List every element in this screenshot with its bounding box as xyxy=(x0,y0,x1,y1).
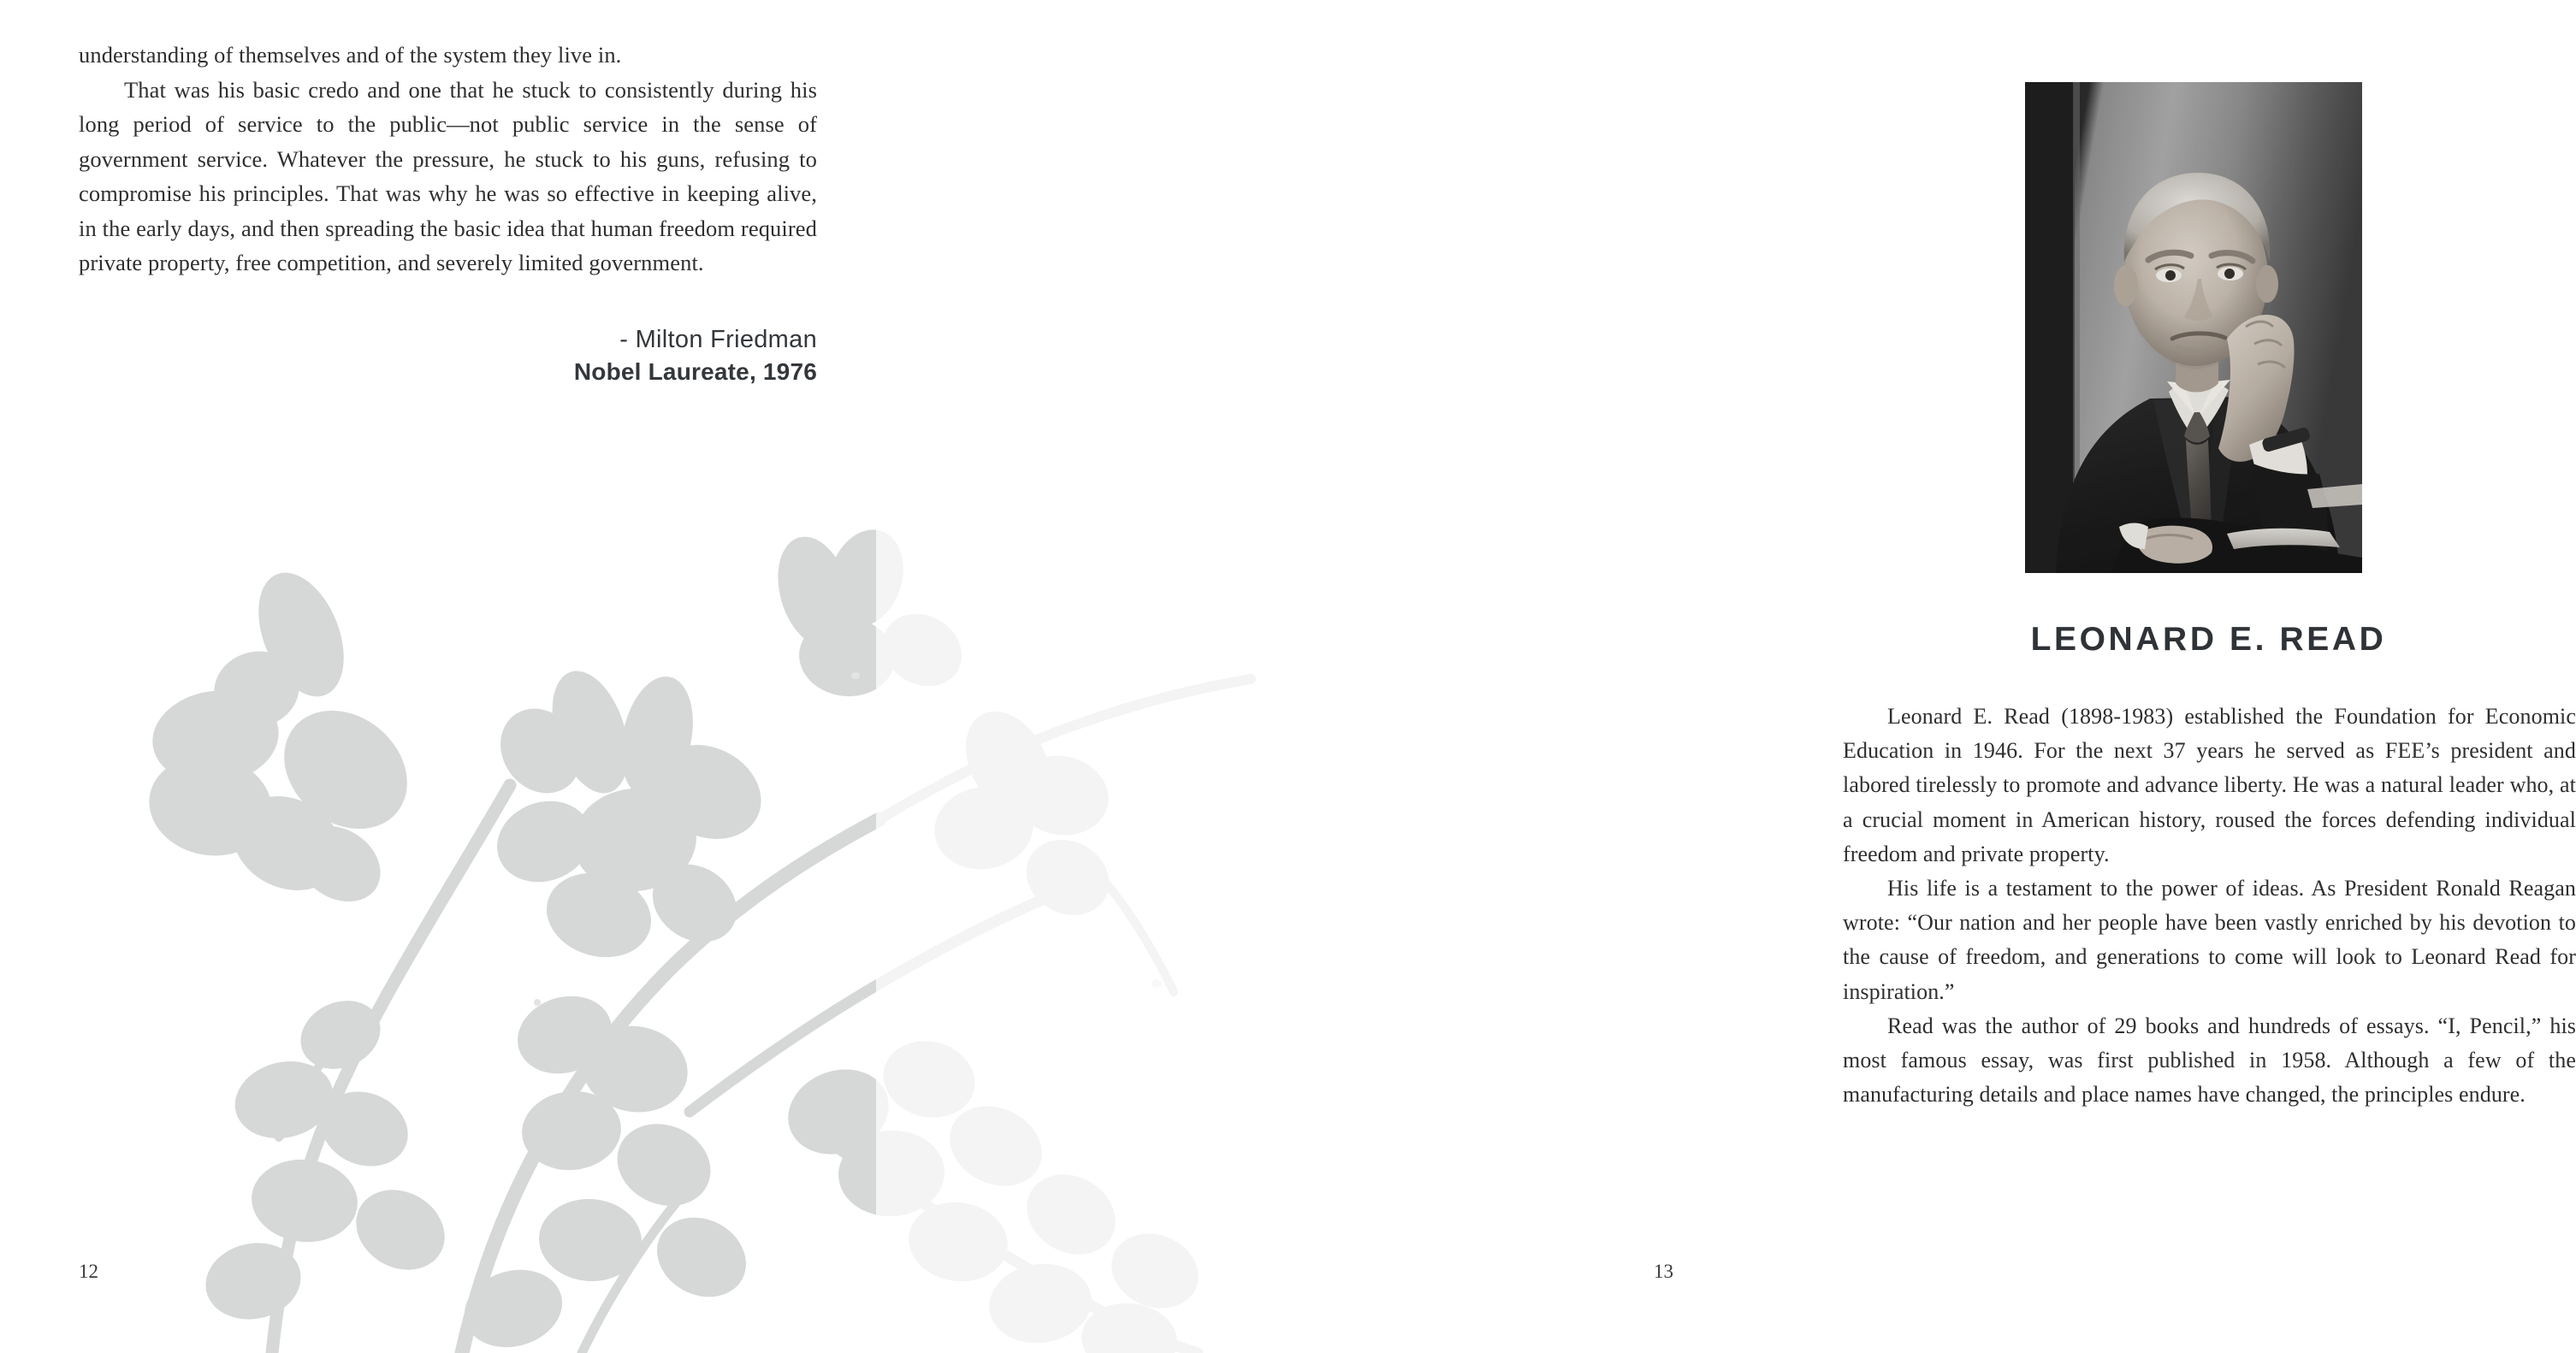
left-page xyxy=(0,0,876,1353)
page-number-right: 13 xyxy=(1654,1261,1673,1282)
paragraph-continuation: understanding of themselves and of the system they live in. xyxy=(79,42,622,68)
attribution-title: Nobel Laureate, 1976 xyxy=(573,358,817,385)
page-number-left: 12 xyxy=(79,1261,98,1282)
paragraph-i-pencil: Read was the author of 29 books and hundreds of essays. “I, Pencil,” his most famous essay, was first published in 1958. Although a few of the manufacturing details and place names have changed, the principles endure. xyxy=(1843,1013,2576,1108)
quote-attribution xyxy=(79,323,817,388)
attribution-name: - Milton Friedman xyxy=(619,326,817,353)
page-title-leonard-read: LEONARD E. READ xyxy=(2030,621,2387,658)
leonard-read-portrait-photo xyxy=(2025,82,2362,573)
paragraph-biography: Leonard E. Read (1898-1983) established the Foundation for Economic Education in 1946. For the next 37 years he served as FEE’s president and labored tirelessly to promote and advance liberty. He was a natural leader who, at a crucial moment in American history, roused the forces defending individual freedom and private property. xyxy=(1843,704,2576,866)
paragraph-credo: That was his basic credo and one that he stuck to consistently during his long period of service to the public—not public service in the sense of government service. Whatever the pressure, he stuck to his guns, refusing to compromise his principles. That was why he was so effective in keeping alive, in the early days, and then spreading the basic idea that human freedom required private property, free competition, and severely limited government. xyxy=(79,76,817,275)
left-page-text-column xyxy=(79,38,817,281)
right-page xyxy=(876,0,2576,1353)
right-page-text-column xyxy=(1843,700,2576,1112)
paragraph-reagan-quote: His life is a testament to the power of ideas. As President Ronald Reagan wrote: “Our nation and her people have been vastly enriched by his devotion to the cause of freedom, and generations to come will look to Leonard Read for inspiration.” xyxy=(1843,876,2576,1004)
